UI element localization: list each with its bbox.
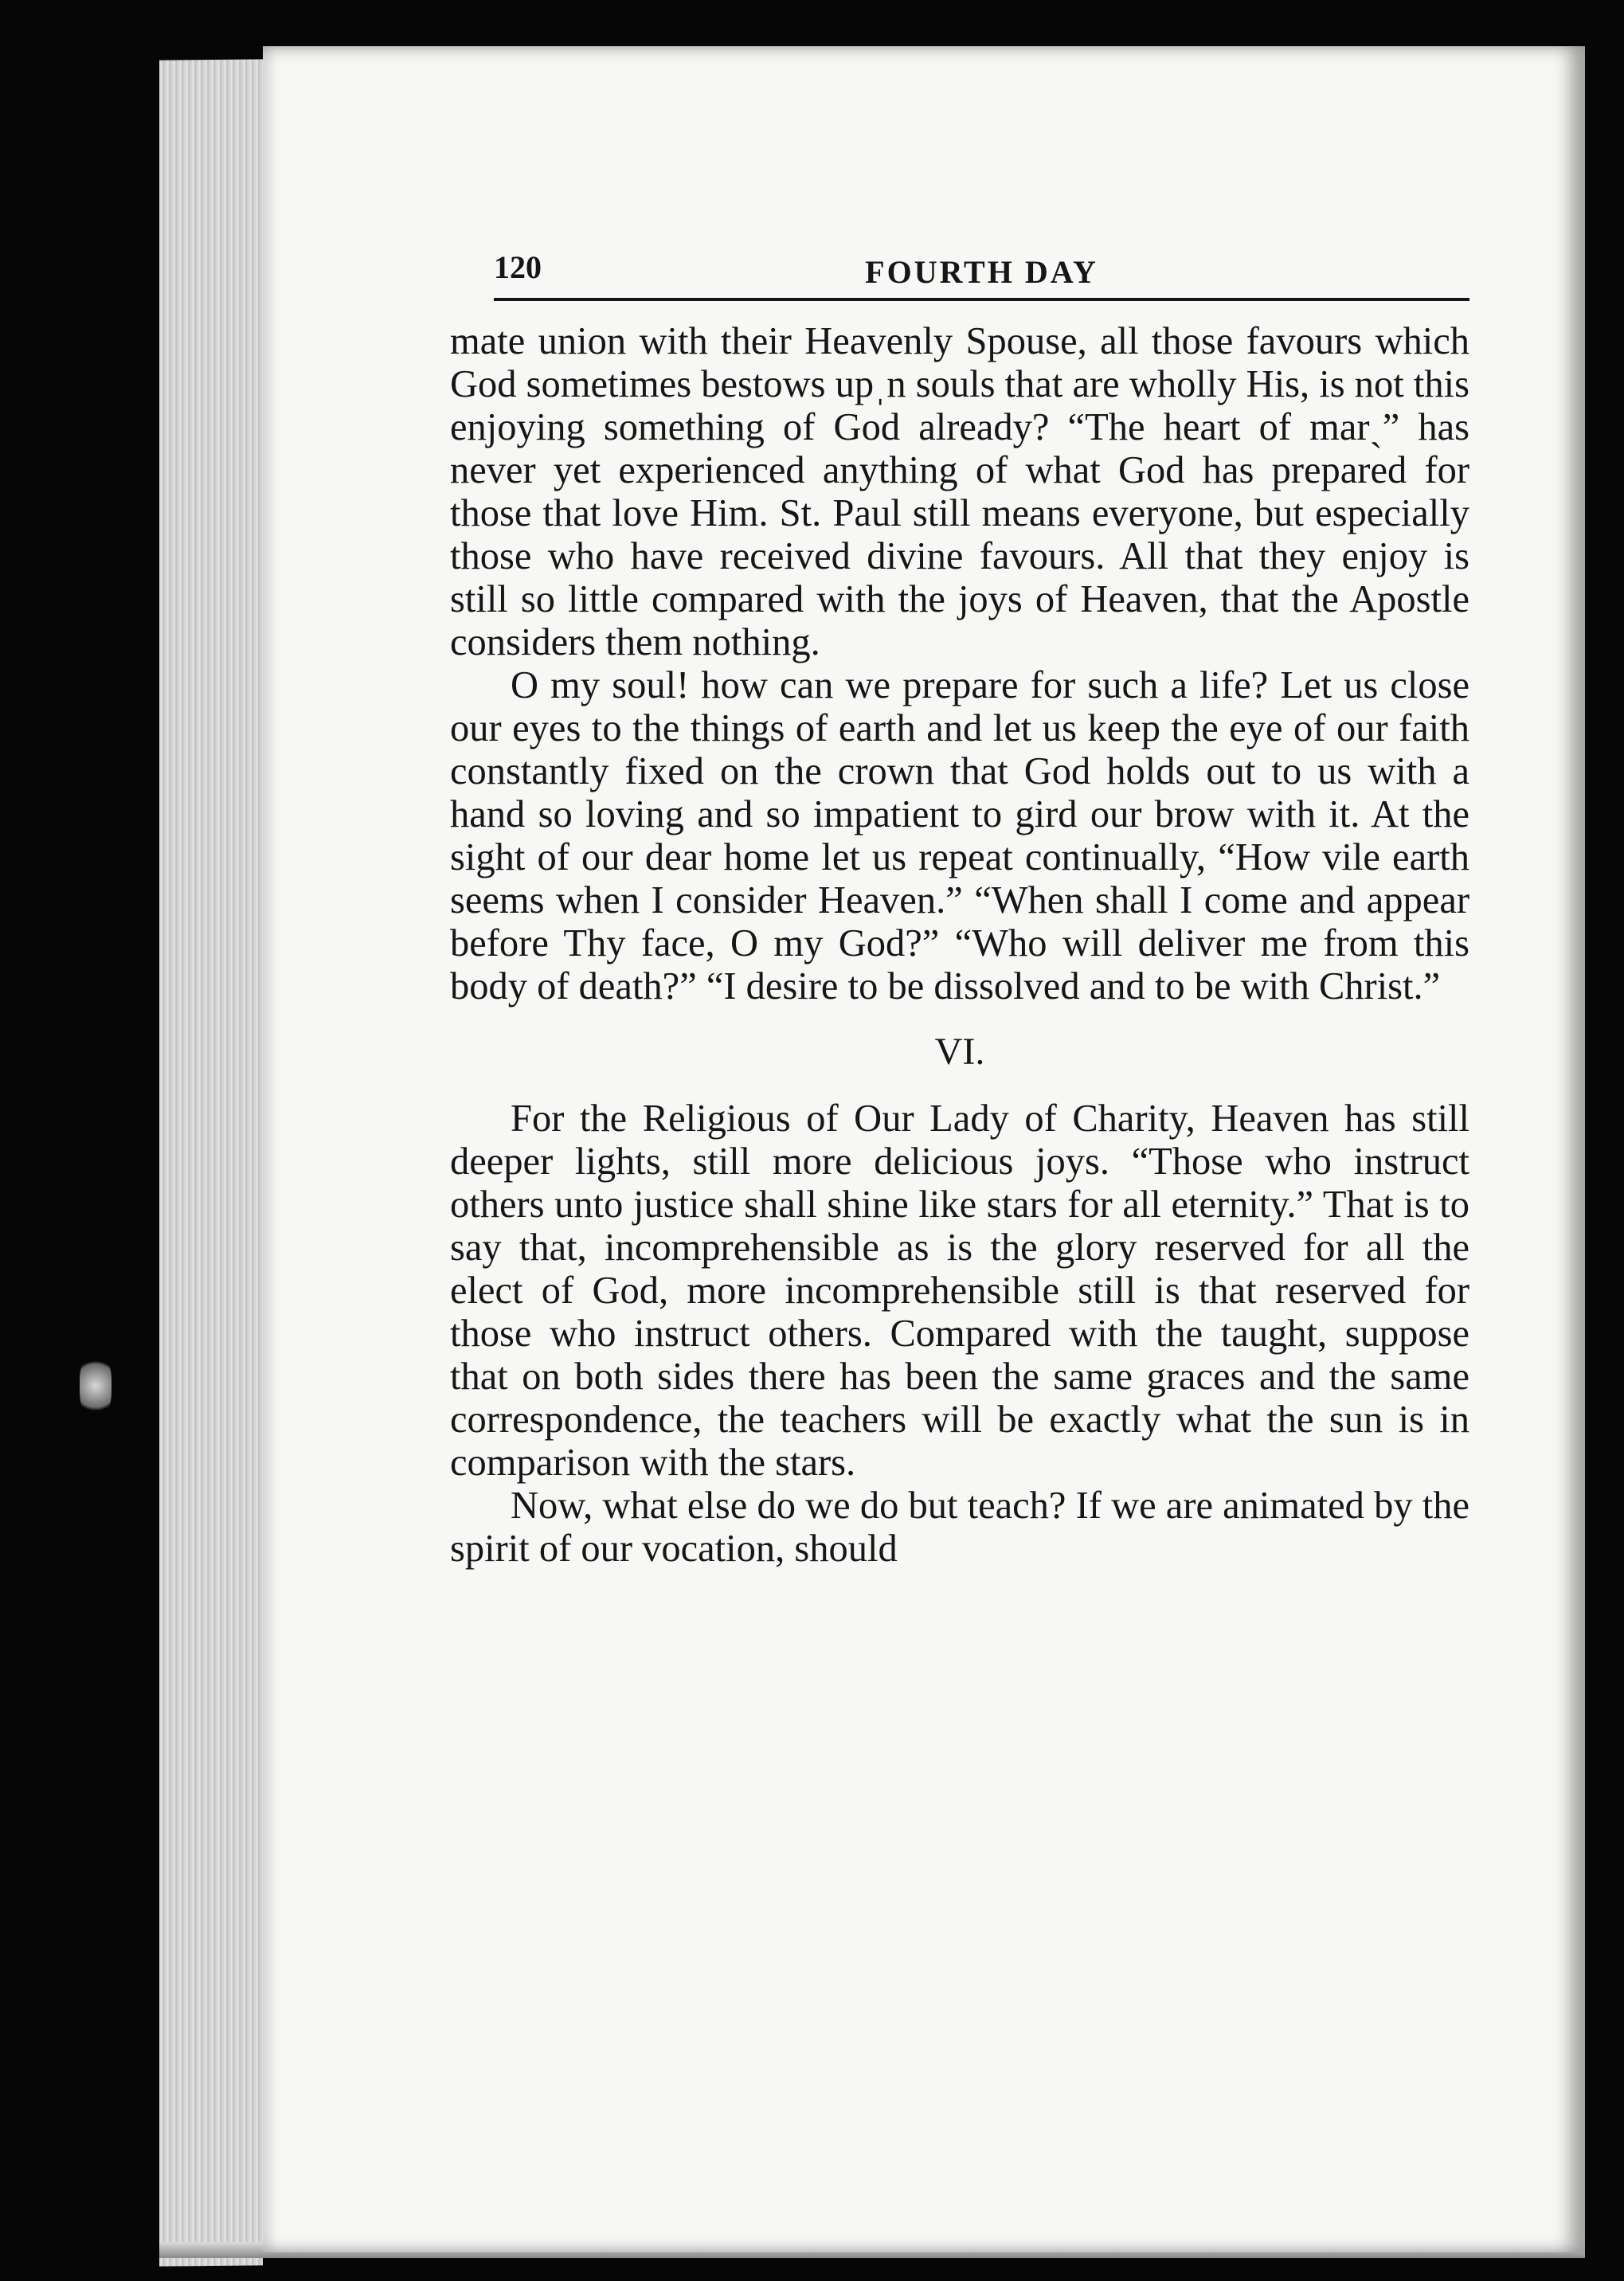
page-number: 120 — [494, 249, 542, 285]
text-block — [450, 248, 1469, 1571]
scan-artifact — [80, 1354, 112, 1418]
running-head — [494, 248, 1469, 301]
paragraph-continued: mate union with their Heavenly Spouse, all those favours which God sometimes bestows upˌn souls that are wholly His, is not this enjoying something of God already? “The heart of marˎ” has never yet experienced anything of what God has prepared for those that love Him. St. Paul still means everyone, but especially those who have received divine favours. All that they enjoy is still so little compared with the joys of Heaven, that the Apostle considers them nothing. — [450, 320, 1469, 663]
section-heading: VI. — [934, 1031, 985, 1073]
paragraph-o-my-soul: O my soul! how can we prepare for such a life? Let us close our eyes to the things of earth and let us keep the eye of our faith constantly fixed on the crown that God holds out to us with a hand so loving and so impatient to gird our brow with it. At the sight of our dear home let us repeat continually, “How vile earth seems when I consider Heaven.” “When shall I come and appear before Thy face, O my God?” “Who will deliver me from this body of death?” “I desire to be dissolved and to be with Christ.” — [450, 664, 1469, 1007]
paragraph-religious: For the Religious of Our Lady of Charity, Heaven has still deeper lights, still more delicious joys. “Those who instruct others unto justice shall shine like stars for all eternity.” That is to say that, incomprehensible as is the glory reserved for all the elect of God, more incomprehensible still is that reserved for those who instruct others. Compared with the taught, suppose that on both sides there has been the same graces and the same correspondence, the teachers will be exactly what the sun is in comparison with the stars. — [450, 1097, 1469, 1484]
running-title: FOURTH DAY — [865, 254, 1098, 290]
paragraph-teach: Now, what else do we do but teach? If we are animated by the spirit of our vocation, should — [450, 1485, 1469, 1570]
stacked-page-edges — [159, 59, 263, 2266]
